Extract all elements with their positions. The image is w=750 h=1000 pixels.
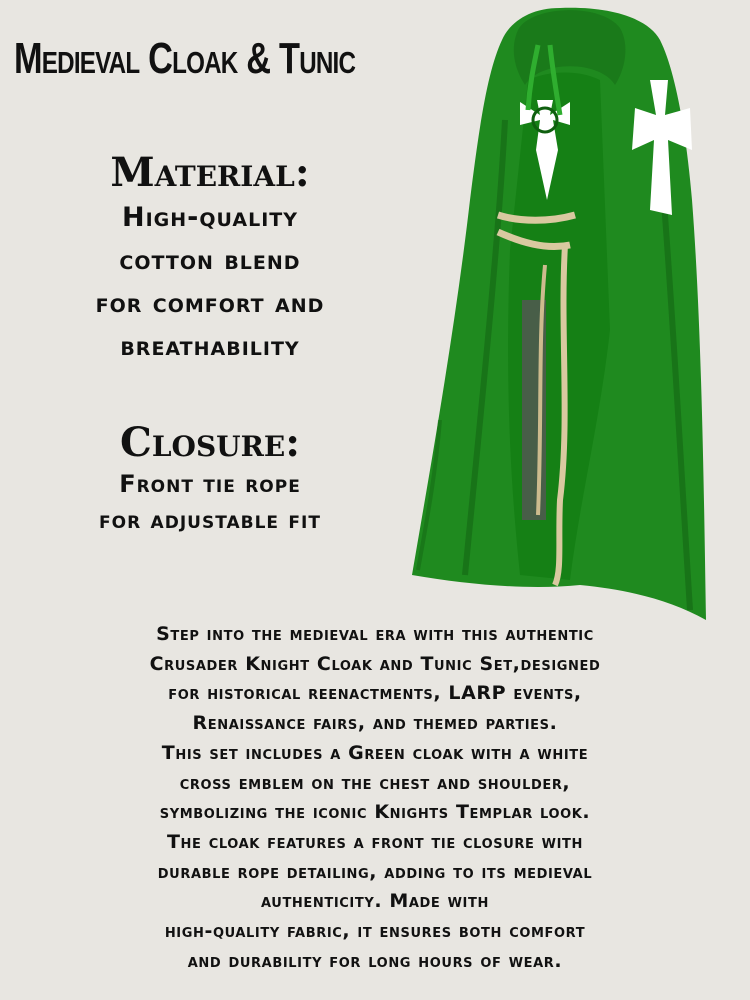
description-line: for historical reenactments, LARP events, [168,682,582,705]
description-line: Crusader Knight Cloak and Tunic Set,designed [149,652,601,675]
material-line: for comfort and [95,288,325,319]
material-line: breathability [120,331,300,362]
material-section [0,150,420,368]
closure-heading: Closure: [120,419,300,466]
material-line: cotton blend [119,245,301,276]
description-line: symbolizing the iconic Knights Templar look. [159,801,591,824]
description-line: durable rope detailing, adding to its medieval [157,860,593,883]
cloak-product-image [410,0,710,630]
closure-line: Front tie rope [119,470,301,498]
description-line: The cloak features a front tie closure with [167,830,583,853]
description-line: high-quality fabric, it ensures both comfort [164,920,586,943]
product-description [0,620,750,976]
description-line: Renaissance fairs, and themed parties. [192,712,558,735]
closure-line: for adjustable fit [99,506,321,534]
material-line: High-quality [122,202,298,233]
closure-section [0,420,420,538]
page-title: Medieval Cloak & Tunic [14,34,356,83]
description-line: Step into the medieval era with this authentic [156,623,594,645]
material-heading: Material: [110,149,310,196]
description-line: and durability for long hours of wear. [187,949,563,972]
description-line: authenticity. Made with [261,890,489,913]
description-line: This set includes a Green cloak with a white [161,741,589,764]
description-line: cross emblem on the chest and shoulder, [179,771,571,794]
